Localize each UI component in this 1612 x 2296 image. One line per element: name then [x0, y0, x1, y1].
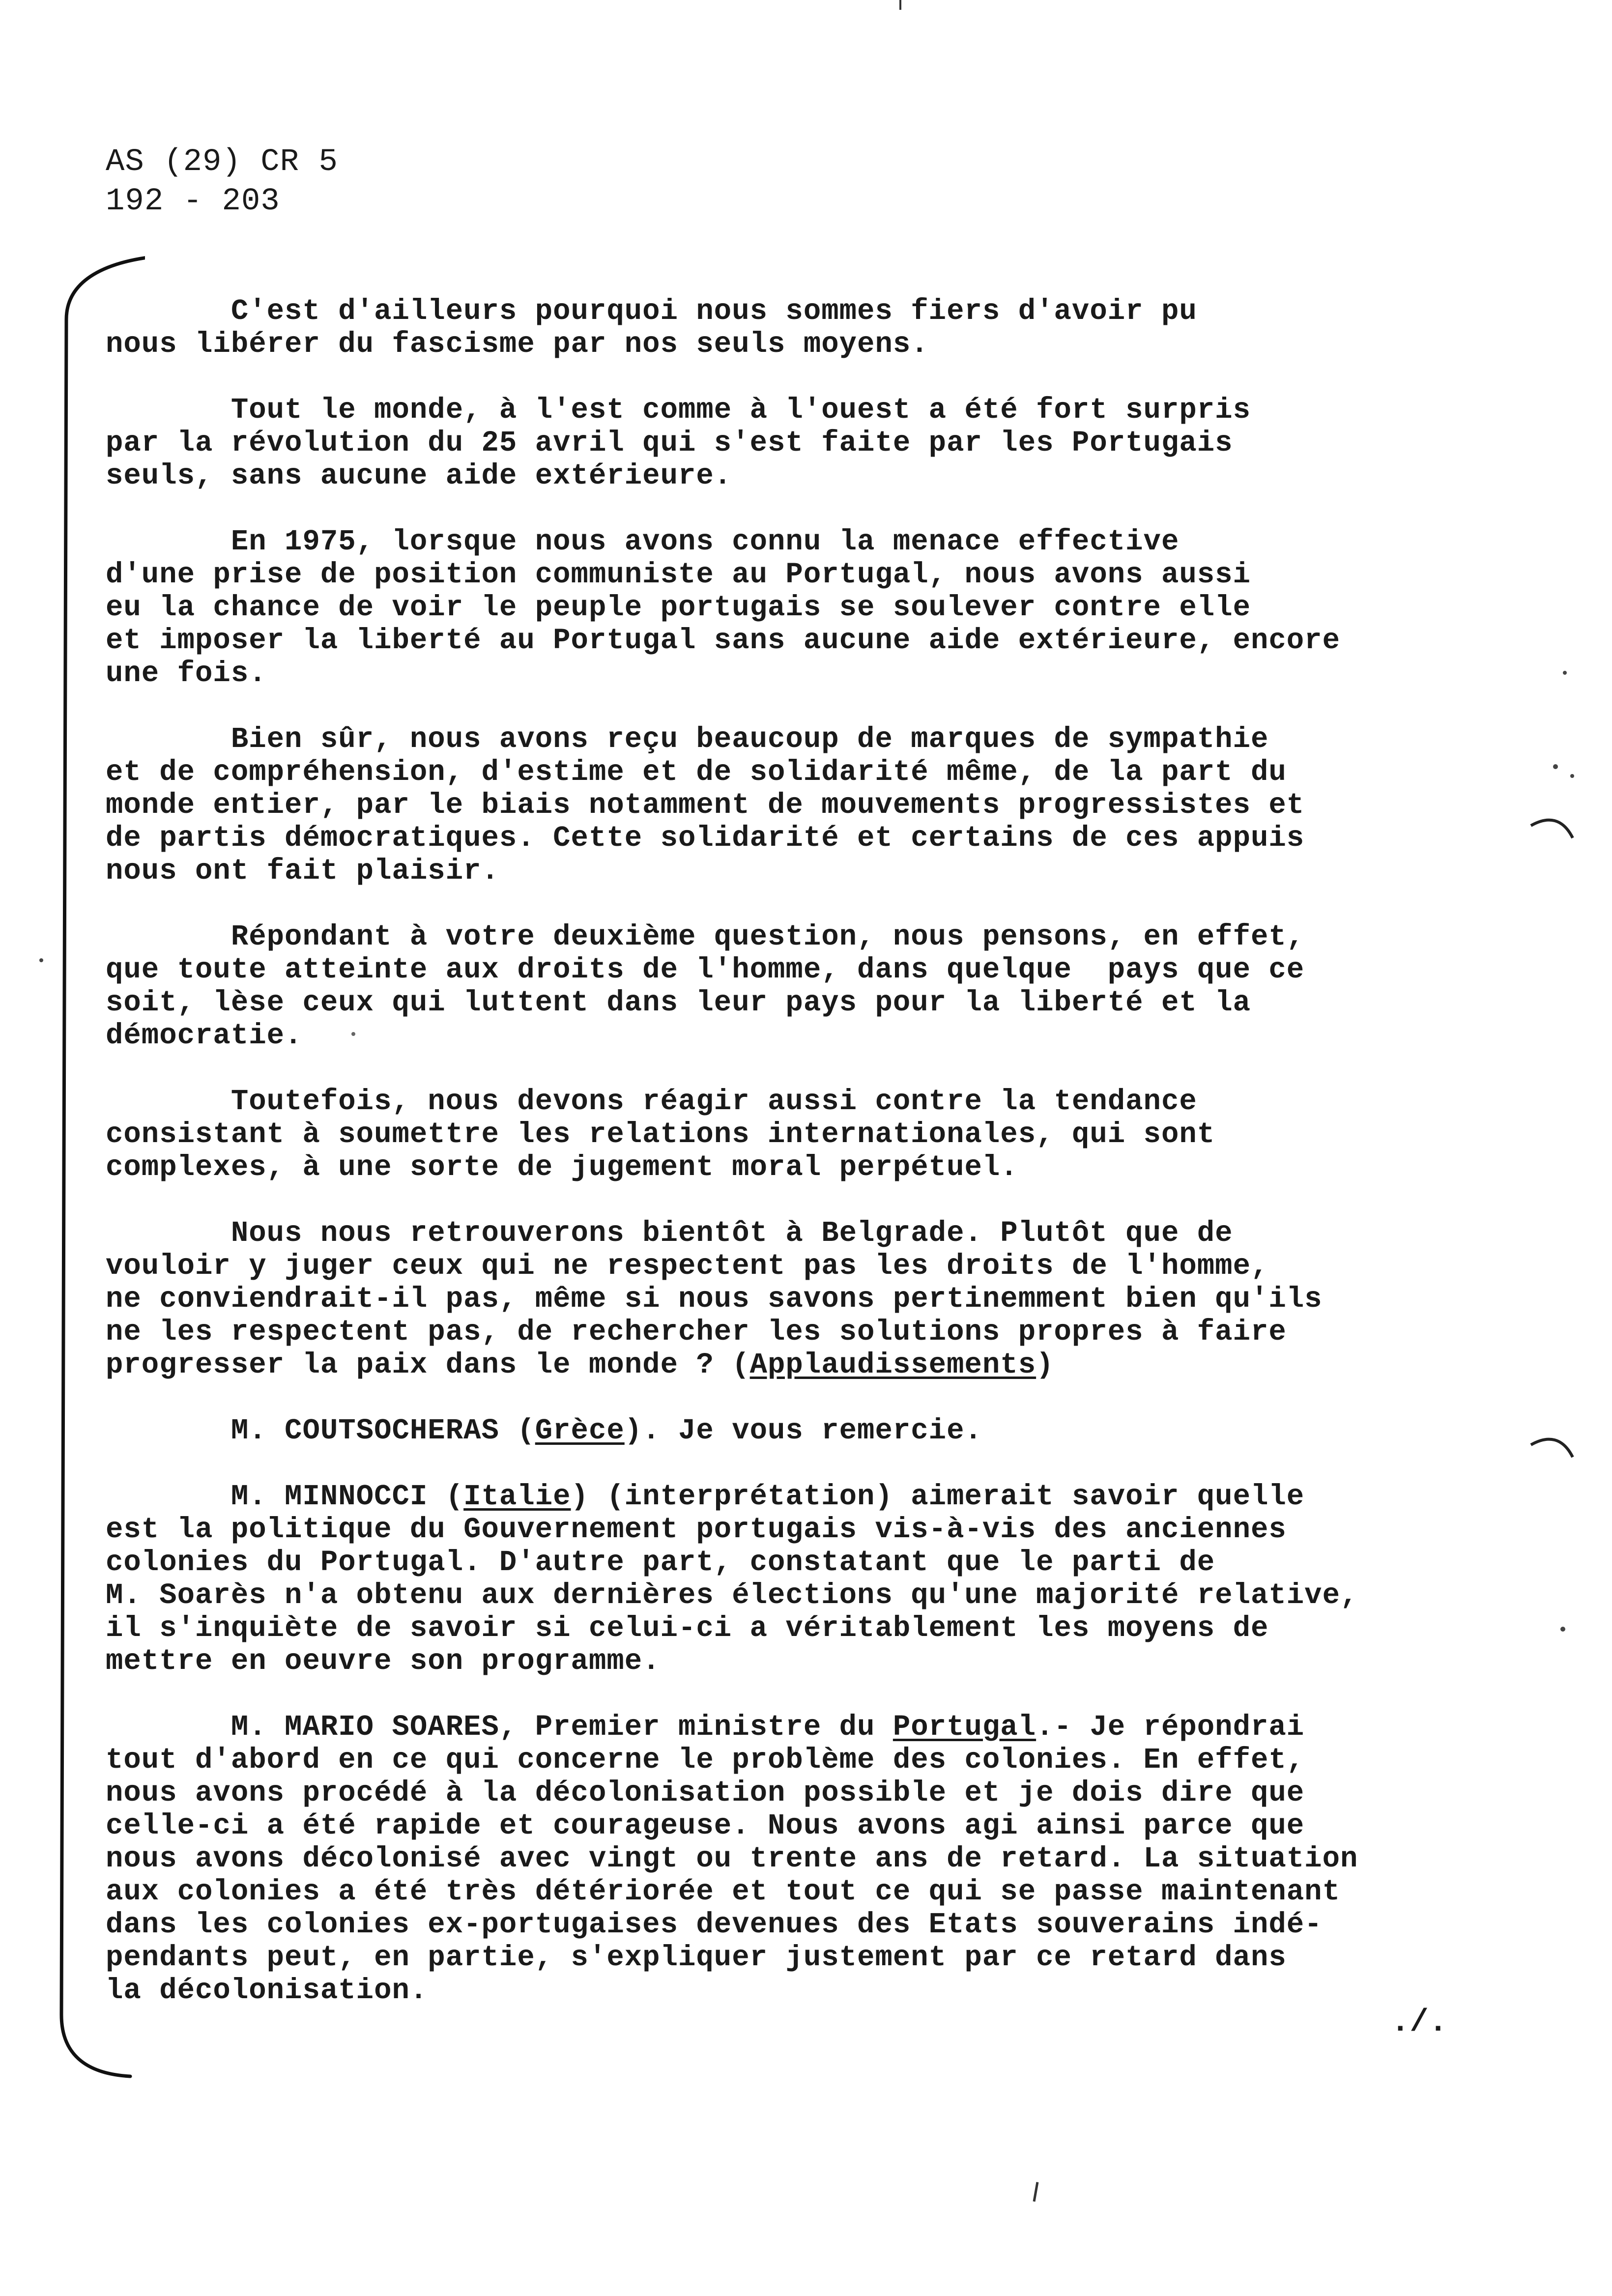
- stray-dot-1: [1563, 671, 1567, 675]
- text-line: dans les colonies ex-portugaises devenues des Etats souverains indé-: [106, 1908, 1323, 1941]
- text-line: consistant à soumettre les relations internationales, qui sont: [106, 1118, 1215, 1151]
- paragraph-7: [106, 1217, 1482, 1381]
- continuation-mark: ./.: [1391, 2005, 1448, 2040]
- text-line: est la politique du Gouvernement portugais vis-à-vis des anciennes: [106, 1513, 1287, 1546]
- paragraph-2: [106, 394, 1482, 492]
- text-segment: ). Je vous remercie.: [624, 1414, 982, 1447]
- text-line: vouloir y juger ceux qui ne respectent pas les droits de l'homme,: [106, 1250, 1269, 1283]
- text-line: Nous nous retrouverons bientôt à Belgrade. Plutôt que de: [106, 1217, 1233, 1250]
- stray-dot-2: [1553, 764, 1558, 769]
- text-line: par la révolution du 25 avril qui s'est faite par les Portugais: [106, 427, 1233, 459]
- speaker-segment: M. COUTSOCHERAS (: [106, 1414, 535, 1447]
- stray-dot-4: [1560, 1627, 1565, 1632]
- reference-line-1: AS (29) CR 5: [106, 144, 338, 180]
- text-line: la décolonisation.: [106, 1974, 428, 2007]
- text-line: tout d'abord en ce qui concerne le problème des colonies. En effet,: [106, 1744, 1305, 1777]
- text-line: [106, 1480, 1482, 1513]
- text-line: Bien sûr, nous avons reçu beaucoup de marques de sympathie: [106, 723, 1269, 756]
- text-line: nous avons décolonisé avec vingt ou trente ans de retard. La situation: [106, 1842, 1358, 1875]
- text-segment: .- Je répondrai: [1036, 1711, 1305, 1744]
- text-line: de partis démocratiques. Cette solidarité et certains de ces appuis: [106, 822, 1305, 855]
- paragraph-1: [106, 295, 1482, 361]
- text-segment: ) (interprétation) aimerait savoir quelle: [571, 1480, 1305, 1513]
- stray-mark-right-1: [1528, 811, 1578, 845]
- text-line: monde entier, par le biais notamment de mouvements progressistes et: [106, 789, 1305, 822]
- text-line: [106, 1414, 1482, 1447]
- text-line: seuls, sans aucune aide extérieure.: [106, 459, 732, 492]
- text-line: mettre en oeuvre son programme.: [106, 1645, 661, 1678]
- text-line: il s'inquiète de savoir si celui-ci a véritablement les moyens de: [106, 1612, 1269, 1645]
- text-line: Tout le monde, à l'est comme à l'ouest a été fort surpris: [106, 394, 1251, 427]
- text-segment: progresser la paix dans le monde ? (: [106, 1349, 750, 1381]
- document-reference: [106, 143, 338, 221]
- stray-mark-bottom: [1033, 2182, 1039, 2202]
- text-line: démocratie.: [106, 1019, 303, 1052]
- text-line: ne conviendrait-il pas, même si nous savons pertinemment bien qu'ils: [106, 1283, 1323, 1316]
- paragraph-4: [106, 723, 1482, 888]
- paragraph-5: [106, 920, 1482, 1052]
- text-segment: ): [1036, 1349, 1054, 1381]
- text-line: soit, lèse ceux qui luttent dans leur pays pour la liberté et la: [106, 986, 1251, 1019]
- text-line: [106, 1711, 1482, 1744]
- text-line: aux colonies a été très détériorée et tout ce qui se passe maintenant: [106, 1875, 1340, 1908]
- country-italie: Italie: [463, 1480, 571, 1513]
- text-line: et de compréhension, d'estime et de solidarité même, de la part du: [106, 756, 1287, 789]
- text-line: complexes, à une sorte de jugement moral perpétuel.: [106, 1151, 1018, 1184]
- country-portugal: Portugal: [892, 1711, 1036, 1744]
- paragraph-3: [106, 525, 1482, 690]
- text-line: ne les respectent pas, de rechercher les solutions propres à faire: [106, 1316, 1287, 1349]
- text-line: nous libérer du fascisme par nos seuls moyens.: [106, 328, 929, 361]
- text-line: celle-ci a été rapide et courageuse. Nous avons agi ainsi parce que: [106, 1809, 1305, 1842]
- text-line: eu la chance de voir le peuple portugais se soulever contre elle: [106, 591, 1251, 624]
- text-line: [106, 1349, 1482, 1381]
- reference-line-2: 192 - 203: [106, 184, 280, 219]
- text-line: C'est d'ailleurs pourquoi nous sommes fiers d'avoir pu: [106, 295, 1197, 328]
- text-line: colonies du Portugal. D'autre part, constatant que le parti de: [106, 1546, 1215, 1579]
- text-line: nous ont fait plaisir.: [106, 855, 499, 888]
- paragraph-8: [106, 1414, 1482, 1447]
- text-line: M. Soarès n'a obtenu aux dernières élections qu'une majorité relative,: [106, 1579, 1358, 1612]
- text-line: nous avons procédé à la décolonisation possible et je dois dire que: [106, 1777, 1305, 1809]
- paragraph-9: [106, 1480, 1482, 1678]
- text-line: d'une prise de position communiste au Portugal, nous avons aussi: [106, 558, 1251, 591]
- text-line: pendants peut, en partie, s'expliquer justement par ce retard dans: [106, 1941, 1287, 1974]
- document-body: [106, 295, 1482, 2040]
- text-line: que toute atteinte aux droits de l'homme, dans quelque pays que ce: [106, 953, 1305, 986]
- stray-dot-3: [1570, 774, 1574, 778]
- speaker-segment: M. MARIO SOARES, Premier ministre du: [106, 1711, 893, 1744]
- paragraph-6: [106, 1085, 1482, 1184]
- text-line: Toutefois, nous devons réagir aussi contre la tendance: [106, 1085, 1197, 1118]
- country-greece: Grèce: [535, 1414, 625, 1447]
- speaker-segment: M. MINNOCCI (: [106, 1480, 464, 1513]
- text-line: En 1975, lorsque nous avons connu la menace effective: [106, 525, 1180, 558]
- paragraph-10: [106, 1711, 1482, 2007]
- text-line: une fois.: [106, 657, 267, 690]
- stray-dot-5: [39, 958, 43, 962]
- applause-annotation: Applaudissements: [749, 1349, 1036, 1381]
- text-line: et imposer la liberté au Portugal sans aucune aide extérieure, encore: [106, 624, 1340, 657]
- stray-mark-top: [899, 0, 901, 10]
- text-line: Répondant à votre deuxième question, nous pensons, en effet,: [106, 920, 1305, 953]
- stray-mark-right-2: [1528, 1430, 1578, 1464]
